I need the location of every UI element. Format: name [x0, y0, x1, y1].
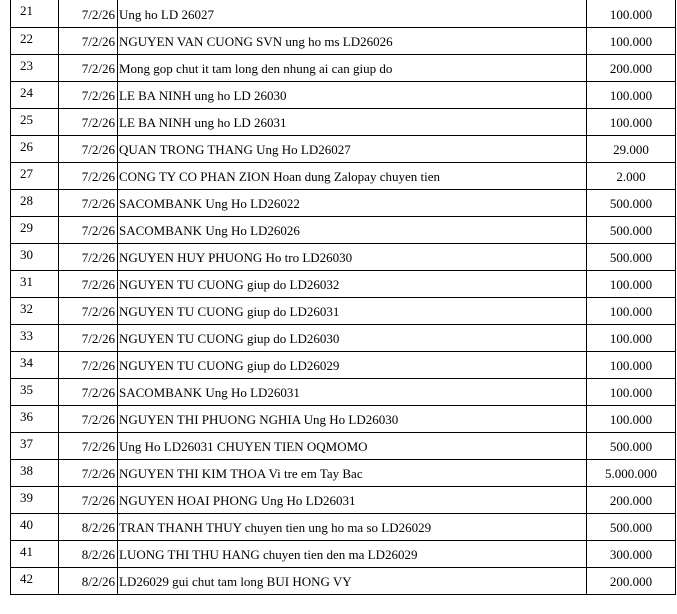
description-cell: NGUYEN TU CUONG giup do LD26031: [118, 297, 587, 324]
amount-cell: 500.000: [587, 189, 676, 216]
table-row: [11, 135, 676, 162]
table-row: [11, 54, 676, 81]
row-number-cell: 40: [11, 513, 59, 540]
table-row: [11, 27, 676, 54]
description-cell: Ung ho LD 26027: [118, 0, 587, 27]
table-row: [11, 0, 676, 27]
donation-table-body: [11, 0, 676, 594]
table-row: [11, 405, 676, 432]
amount-cell: 500.000: [587, 216, 676, 243]
row-number-cell: 28: [11, 189, 59, 216]
row-number-cell: 22: [11, 27, 59, 54]
description-cell: SACOMBANK Ung Ho LD26022: [118, 189, 587, 216]
row-number-cell: 21: [11, 0, 59, 27]
table-row: [11, 324, 676, 351]
date-cell: 8/2/26: [59, 540, 118, 567]
description-cell: Ung Ho LD26031 CHUYEN TIEN OQMOMO: [118, 432, 587, 459]
amount-cell: 100.000: [587, 378, 676, 405]
description-cell: QUAN TRONG THANG Ung Ho LD26027: [118, 135, 587, 162]
table-row: [11, 459, 676, 486]
date-cell: 8/2/26: [59, 567, 118, 594]
amount-cell: 100.000: [587, 0, 676, 27]
table-row: [11, 513, 676, 540]
date-cell: 7/2/26: [59, 189, 118, 216]
date-cell: 7/2/26: [59, 0, 118, 27]
description-cell: SACOMBANK Ung Ho LD26031: [118, 378, 587, 405]
table-row: [11, 216, 676, 243]
description-cell: LUONG THI THU HANG chuyen tien den ma LD26029: [118, 540, 587, 567]
date-cell: 7/2/26: [59, 81, 118, 108]
table-row: [11, 567, 676, 594]
amount-cell: 100.000: [587, 324, 676, 351]
row-number-cell: 24: [11, 81, 59, 108]
amount-cell: 500.000: [587, 432, 676, 459]
amount-cell: 29.000: [587, 135, 676, 162]
amount-cell: 5.000.000: [587, 459, 676, 486]
table-row: [11, 108, 676, 135]
date-cell: 7/2/26: [59, 324, 118, 351]
row-number-cell: 23: [11, 54, 59, 81]
amount-cell: 100.000: [587, 108, 676, 135]
table-row: [11, 189, 676, 216]
row-number-cell: 39: [11, 486, 59, 513]
date-cell: 7/2/26: [59, 54, 118, 81]
table-row: [11, 270, 676, 297]
amount-cell: 500.000: [587, 243, 676, 270]
description-cell: NGUYEN TU CUONG giup do LD26029: [118, 351, 587, 378]
date-cell: 7/2/26: [59, 378, 118, 405]
description-cell: LE BA NINH ung ho LD 26031: [118, 108, 587, 135]
amount-cell: 100.000: [587, 81, 676, 108]
row-number-cell: 27: [11, 162, 59, 189]
date-cell: 7/2/26: [59, 216, 118, 243]
description-cell: LE BA NINH ung ho LD 26030: [118, 81, 587, 108]
amount-cell: 500.000: [587, 513, 676, 540]
date-cell: 7/2/26: [59, 27, 118, 54]
description-cell: Mong gop chut it tam long den nhung ai can giup do: [118, 54, 587, 81]
description-cell: NGUYEN THI KIM THOA Vi tre em Tay Bac: [118, 459, 587, 486]
row-number-cell: 42: [11, 567, 59, 594]
row-number-cell: 29: [11, 216, 59, 243]
amount-cell: 300.000: [587, 540, 676, 567]
description-cell: NGUYEN HOAI PHONG Ung Ho LD26031: [118, 486, 587, 513]
amount-cell: 100.000: [587, 27, 676, 54]
row-number-cell: 41: [11, 540, 59, 567]
amount-cell: 100.000: [587, 351, 676, 378]
amount-cell: 100.000: [587, 270, 676, 297]
date-cell: 7/2/26: [59, 351, 118, 378]
date-cell: 7/2/26: [59, 108, 118, 135]
row-number-cell: 26: [11, 135, 59, 162]
row-number-cell: 33: [11, 324, 59, 351]
row-number-cell: 35: [11, 378, 59, 405]
row-number-cell: 38: [11, 459, 59, 486]
description-cell: TRAN THANH THUY chuyen tien ung ho ma so LD26029: [118, 513, 587, 540]
row-number-cell: 36: [11, 405, 59, 432]
table-row: [11, 81, 676, 108]
description-cell: NGUYEN HUY PHUONG Ho tro LD26030: [118, 243, 587, 270]
table-row: [11, 486, 676, 513]
amount-cell: 100.000: [587, 297, 676, 324]
date-cell: 7/2/26: [59, 162, 118, 189]
row-number-cell: 30: [11, 243, 59, 270]
row-number-cell: 32: [11, 297, 59, 324]
table-row: [11, 351, 676, 378]
amount-cell: 200.000: [587, 567, 676, 594]
date-cell: 7/2/26: [59, 297, 118, 324]
date-cell: 7/2/26: [59, 459, 118, 486]
date-cell: 7/2/26: [59, 486, 118, 513]
row-number-cell: 25: [11, 108, 59, 135]
description-cell: NGUYEN THI PHUONG NGHIA Ung Ho LD26030: [118, 405, 587, 432]
description-cell: LD26029 gui chut tam long BUI HONG VY: [118, 567, 587, 594]
description-cell: NGUYEN VAN CUONG SVN ung ho ms LD26026: [118, 27, 587, 54]
description-cell: NGUYEN TU CUONG giup do LD26032: [118, 270, 587, 297]
date-cell: 7/2/26: [59, 270, 118, 297]
description-cell: SACOMBANK Ung Ho LD26026: [118, 216, 587, 243]
amount-cell: 200.000: [587, 54, 676, 81]
amount-cell: 2.000: [587, 162, 676, 189]
table-row: [11, 297, 676, 324]
date-cell: 7/2/26: [59, 243, 118, 270]
row-number-cell: 37: [11, 432, 59, 459]
amount-cell: 200.000: [587, 486, 676, 513]
donation-table: [10, 0, 676, 595]
description-cell: NGUYEN TU CUONG giup do LD26030: [118, 324, 587, 351]
row-number-cell: 31: [11, 270, 59, 297]
table-row: [11, 378, 676, 405]
date-cell: 7/2/26: [59, 432, 118, 459]
date-cell: 7/2/26: [59, 405, 118, 432]
table-row: [11, 243, 676, 270]
row-number-cell: 34: [11, 351, 59, 378]
date-cell: 8/2/26: [59, 513, 118, 540]
table-row: [11, 540, 676, 567]
table-row: [11, 432, 676, 459]
table-row: [11, 162, 676, 189]
date-cell: 7/2/26: [59, 135, 118, 162]
description-cell: CONG TY CO PHAN ZION Hoan dung Zalopay chuyen tien: [118, 162, 587, 189]
amount-cell: 100.000: [587, 405, 676, 432]
